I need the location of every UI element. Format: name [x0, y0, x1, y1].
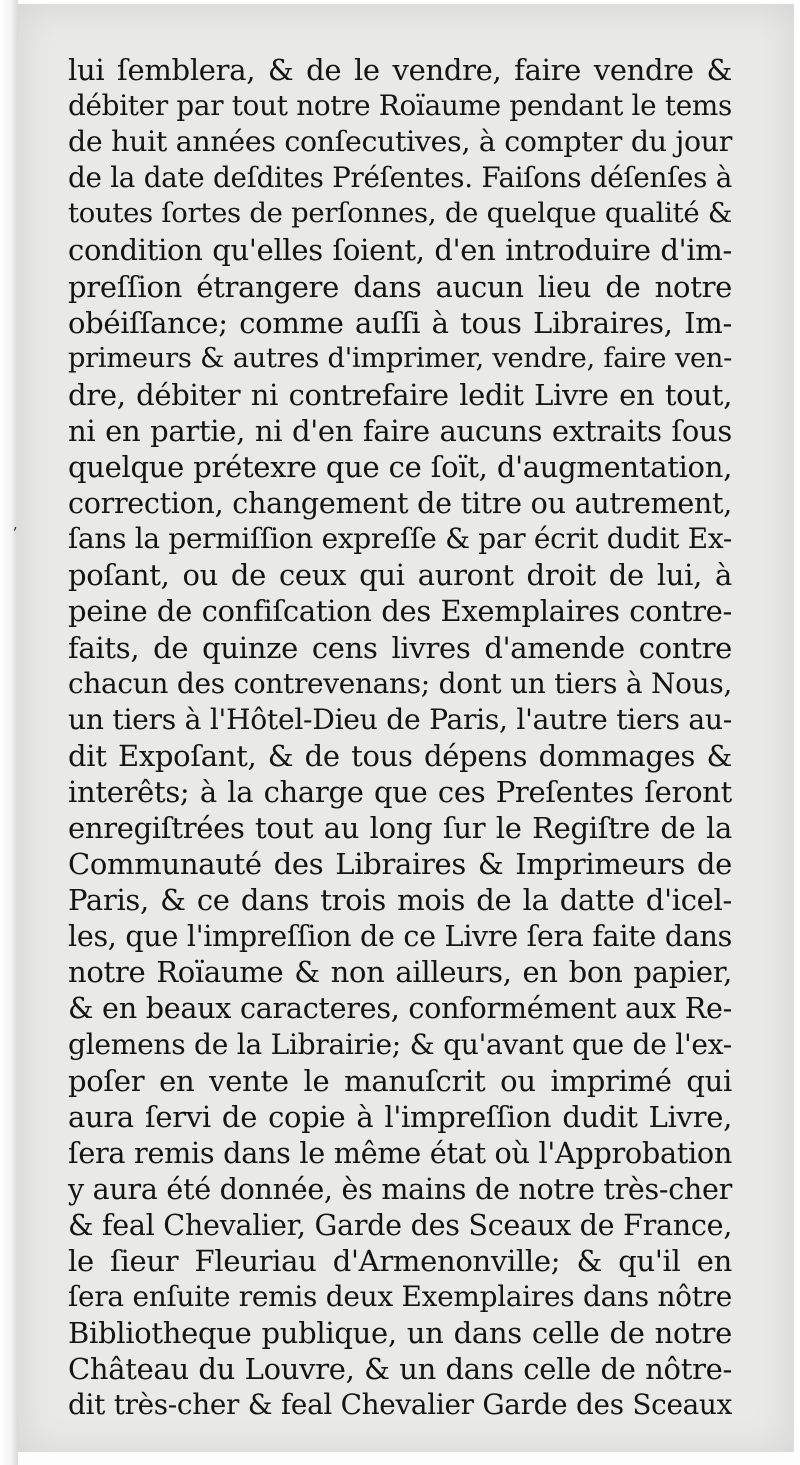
text-line: de huit années conſecutives, à compter du jour: [68, 125, 732, 159]
text-line: aura ſervi de copie à l'impreſſion dudit Livre,: [68, 1099, 732, 1134]
text-line: condition qu'elles ſoient, d'en introduire d'im-: [68, 233, 732, 268]
text-line: ni en partie, ni d'en faire aucuns extraits ſous: [68, 413, 732, 448]
text-line: interêts; à la charge que ces Preſentes ſeront: [68, 774, 732, 809]
text-line: Communauté des Libraires & Imprimeurs de: [68, 847, 732, 882]
text-line: quelque prétexre que ce ſoït, d'augmentation,: [68, 450, 732, 485]
text-line: glemens de la Librairie; & qu'avant que de l'ex-: [68, 1027, 732, 1061]
text-line: le ſieur Fleuriau d'Armenonville; & qu'il en: [68, 1244, 732, 1279]
text-line: dre, débiter ni contrefaire ledit Livre en tout,: [68, 377, 732, 412]
text-line: notre Roïaume & non ailleurs, en bon papier,: [68, 955, 732, 990]
text-line: & feal Chevalier, Garde des Sceaux de France,: [68, 1208, 732, 1242]
text-line: & en beaux caracteres, conformément aux Re-: [68, 991, 732, 1026]
text-line: ſans la permiſſion expreſſe & par écrit dudit Ex-: [68, 522, 732, 556]
text-line: primeurs & autres d'imprimer, vendre, faire ven-: [68, 342, 732, 374]
text-line: obéiſſance; comme auſſi à tous Libraires, Im-: [68, 305, 732, 340]
text-line: dit Expoſant, & de tous dépens dommages &: [68, 738, 732, 773]
text-line: toutes ſortes de perſonnes, de quelque qualité &: [68, 198, 732, 230]
text-line: faits, de quinze cens livres d'amende contre: [68, 630, 732, 665]
text-line: poſant, ou de ceux qui auront droit de lui, à: [68, 558, 732, 593]
text-line: poſer en vente le manuſcrit ou imprimé qui: [68, 1063, 732, 1098]
text-line: peine de confiſcation des Exemplaires contre-: [68, 594, 732, 629]
text-line: y aura été donnée, ès mains de notre très-cher: [68, 1171, 732, 1206]
text-line: dit très-cher & feal Chevalier Garde des Sceaux: [68, 1388, 732, 1422]
text-line: preſſion étrangere dans aucun lieu de notre: [68, 269, 732, 304]
page-gutter-shadow: [0, 0, 18, 1465]
text-line: ſera remis dans le même état où l'Approbation: [68, 1135, 733, 1170]
ink-speck: ʼ: [12, 524, 18, 543]
page-body-text: [68, 52, 732, 1424]
text-line: Château du Louvre, & un dans celle de nôtre-: [68, 1352, 732, 1387]
text-line: enregiſtrées tout au long ſur le Regiſtre de la: [68, 810, 732, 845]
text-line: Paris, & ce dans trois mois de la datte d'icel-: [68, 883, 732, 918]
text-line: un tiers à l'Hôtel-Dieu de Paris, l'autre tiers au-: [68, 702, 732, 736]
text-line: chacun des contrevenans; dont un tiers à Nous,: [68, 666, 732, 700]
text-line: de la date deſdites Préſentes. Faiſons déſenſes à: [68, 161, 732, 195]
text-line: ſera enſuite remis deux Exemplaires dans nôtre: [68, 1280, 732, 1314]
text-line: débiter par tout notre Roïaume pendant le tems: [68, 89, 732, 123]
text-line: correction, changement de titre ou autrement,: [68, 486, 732, 521]
text-line: Bibliotheque publique, un dans celle de notre: [68, 1316, 732, 1351]
page-bottom-edge: [18, 1452, 800, 1465]
text-line: les, que l'impreſſion de ce Livre ſera faite dans: [68, 919, 732, 954]
text-line: lui ſemblera, & de le vendre, faire vendre &: [68, 53, 732, 87]
